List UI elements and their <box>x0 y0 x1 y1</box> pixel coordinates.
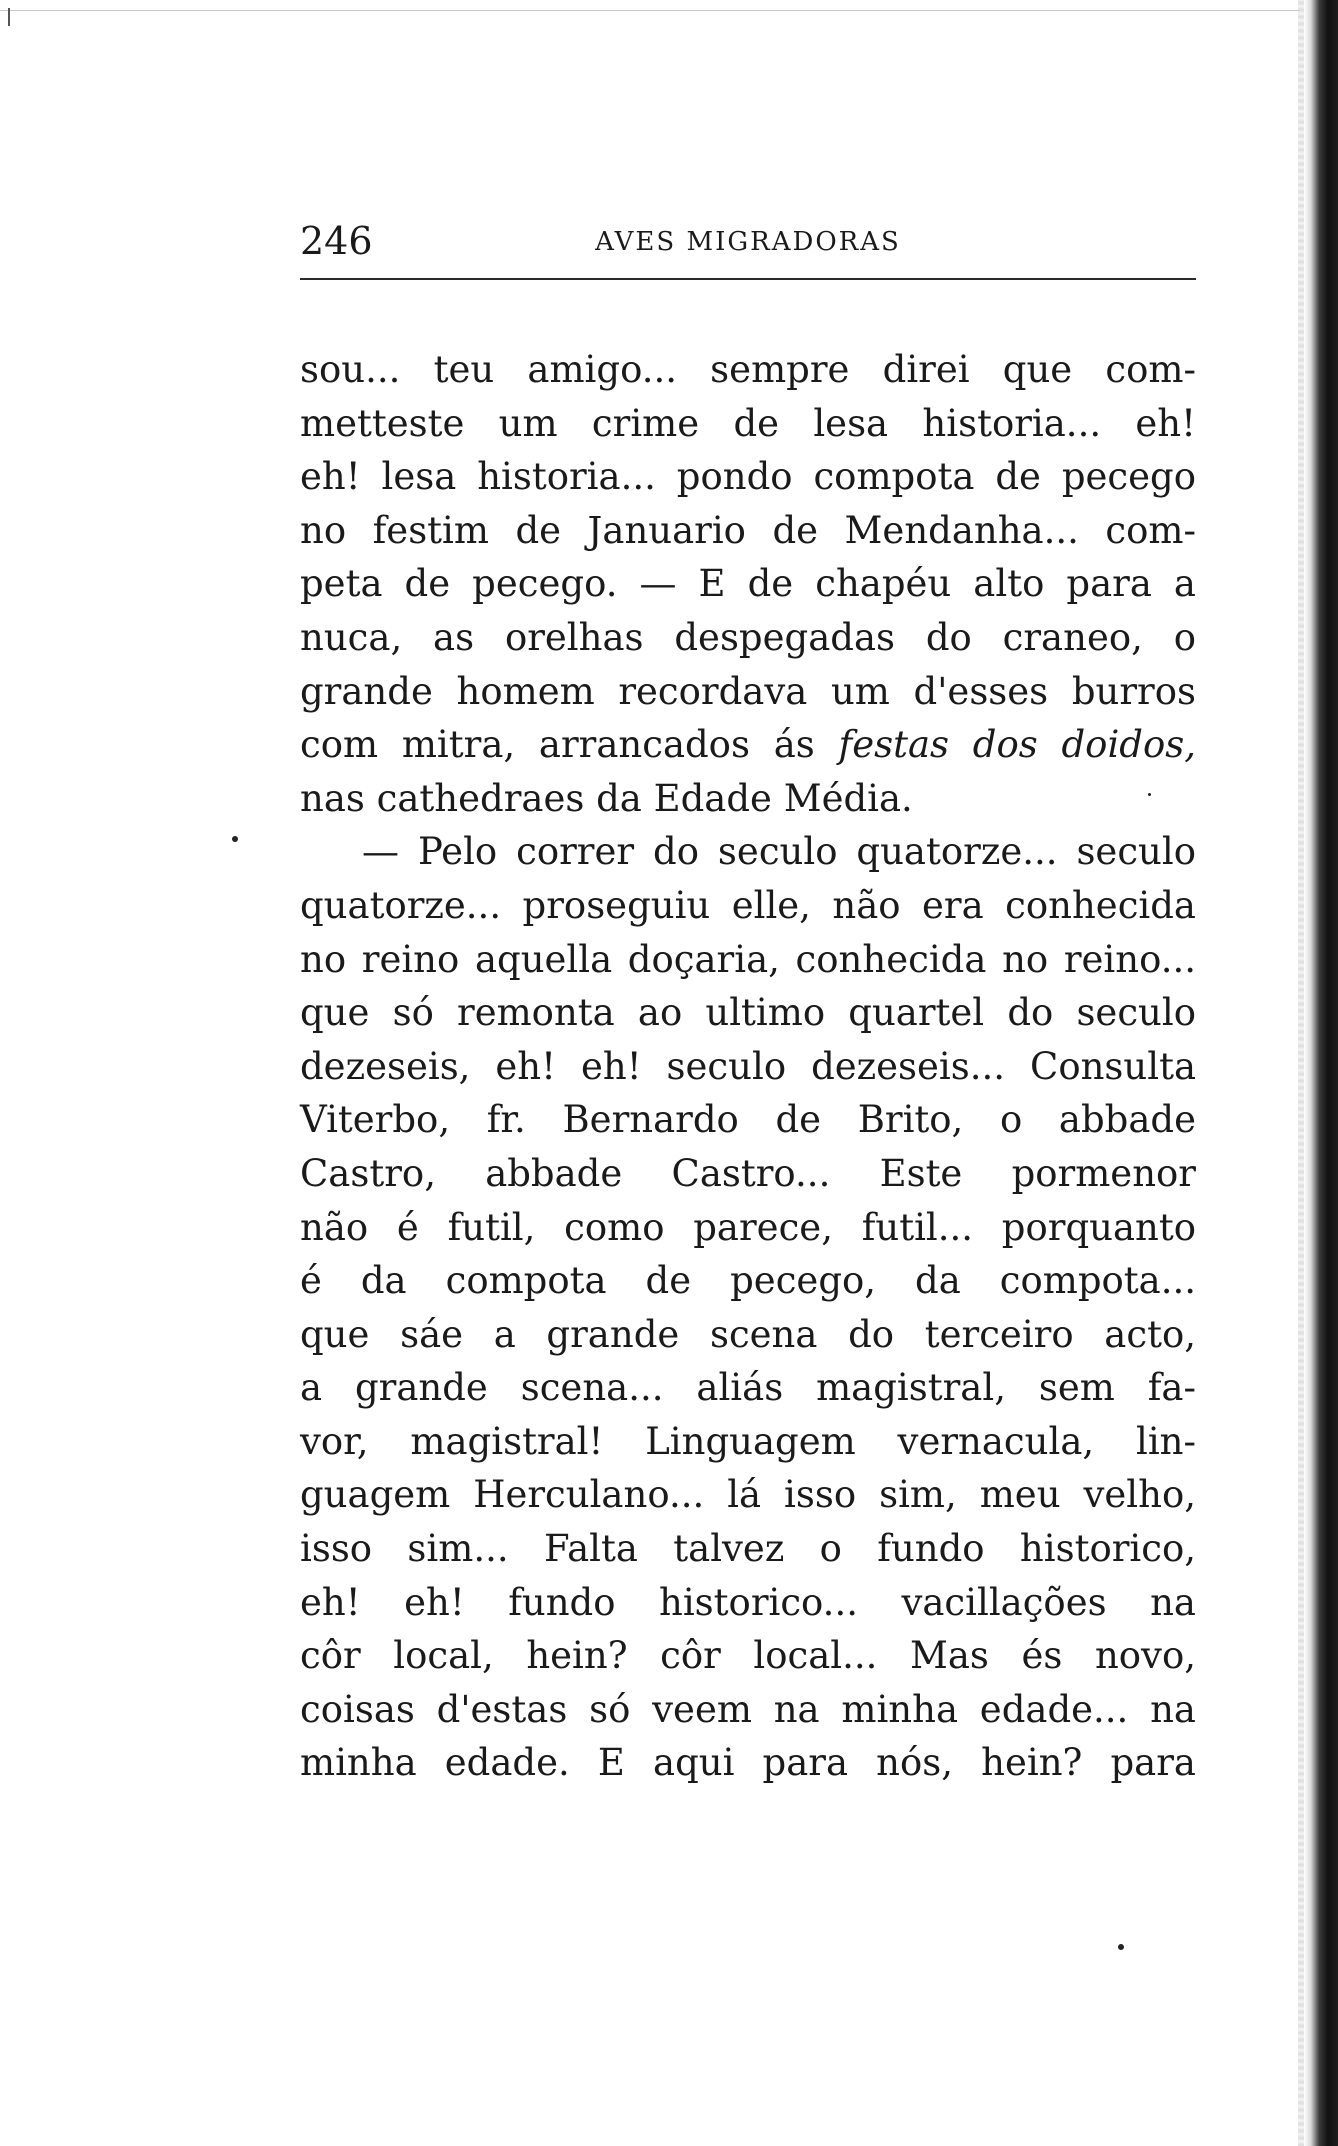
text-line-start: com mitra, arrancados ás <box>300 723 815 767</box>
text-line: que só remonta ao ultimo quartel do seculo <box>300 991 1196 1035</box>
page-edge-binding <box>1304 0 1338 2146</box>
text-line: que sáe a grande scena do terceiro acto, <box>300 1312 1196 1356</box>
scan-top-rule <box>0 10 1300 11</box>
text-line: Viterbo, fr. Bernardo de Brito, o abbade <box>300 1098 1196 1142</box>
text-line: Castro, abbade Castro... Este pormenor <box>300 1151 1196 1195</box>
text-line: não é futil, como parece, futil... porquanto <box>300 1205 1196 1249</box>
text-line: côr local, hein? côr local... Mas és novo, <box>300 1634 1196 1678</box>
text-line: nas cathedraes da Edade Média. <box>300 776 913 820</box>
text-line-with-italic <box>300 718 1196 772</box>
text-line: coisas d'estas só veem na minha edade... na <box>300 1687 1196 1731</box>
text-line: isso sim... Falta talvez o fundo historico, <box>300 1527 1196 1571</box>
text-line: a grande scena... aliás magistral, sem fa- <box>300 1366 1196 1410</box>
scan-left-mark <box>8 8 10 26</box>
text-line: — Pelo correr do seculo quatorze... seculo <box>362 830 1196 874</box>
text-line: no reino aquella doçaria, conhecida no reino... <box>300 937 1196 981</box>
italic-phrase: festas dos doidos, <box>838 723 1196 767</box>
text-line: eh! lesa historia... pondo compota de pecego <box>300 455 1196 499</box>
page-header <box>300 216 1196 266</box>
header-rule <box>300 278 1196 280</box>
text-line: quatorze... proseguiu elle, não era conhecida <box>300 883 1196 927</box>
text-line: é da compota de pecego, da compota... <box>300 1259 1196 1303</box>
text-line: sou... teu amigo... sempre direi que com- <box>300 348 1196 391</box>
text-line: vor, magistral! Linguagem vernacula, lin- <box>300 1419 1196 1463</box>
scan-speck <box>1148 793 1151 796</box>
text-line: guagem Herculano... lá isso sim, meu velho, <box>300 1473 1196 1517</box>
text-line: no festim de Januario de Mendanha... com- <box>300 508 1196 552</box>
text-line: grande homem recordava um d'esses burros <box>300 669 1196 713</box>
scan-speck <box>232 836 238 842</box>
body-text <box>300 343 1196 1790</box>
text-line: metteste um crime de lesa historia... eh! <box>300 401 1196 445</box>
text-line: dezeseis, eh! eh! seculo dezeseis... Consulta <box>300 1044 1196 1088</box>
text-line: nuca, as orelhas despegadas do craneo, o <box>300 615 1196 659</box>
running-title: AVES MIGRADORAS <box>595 227 901 257</box>
text-line: eh! eh! fundo historico... vacillações na <box>300 1580 1196 1624</box>
text-line: minha edade. E aqui para nós, hein? para <box>300 1741 1196 1785</box>
scan-speck <box>1118 1944 1124 1950</box>
page-number: 246 <box>300 219 373 263</box>
text-line: peta de pecego. — E de chapéu alto para a <box>300 562 1196 606</box>
